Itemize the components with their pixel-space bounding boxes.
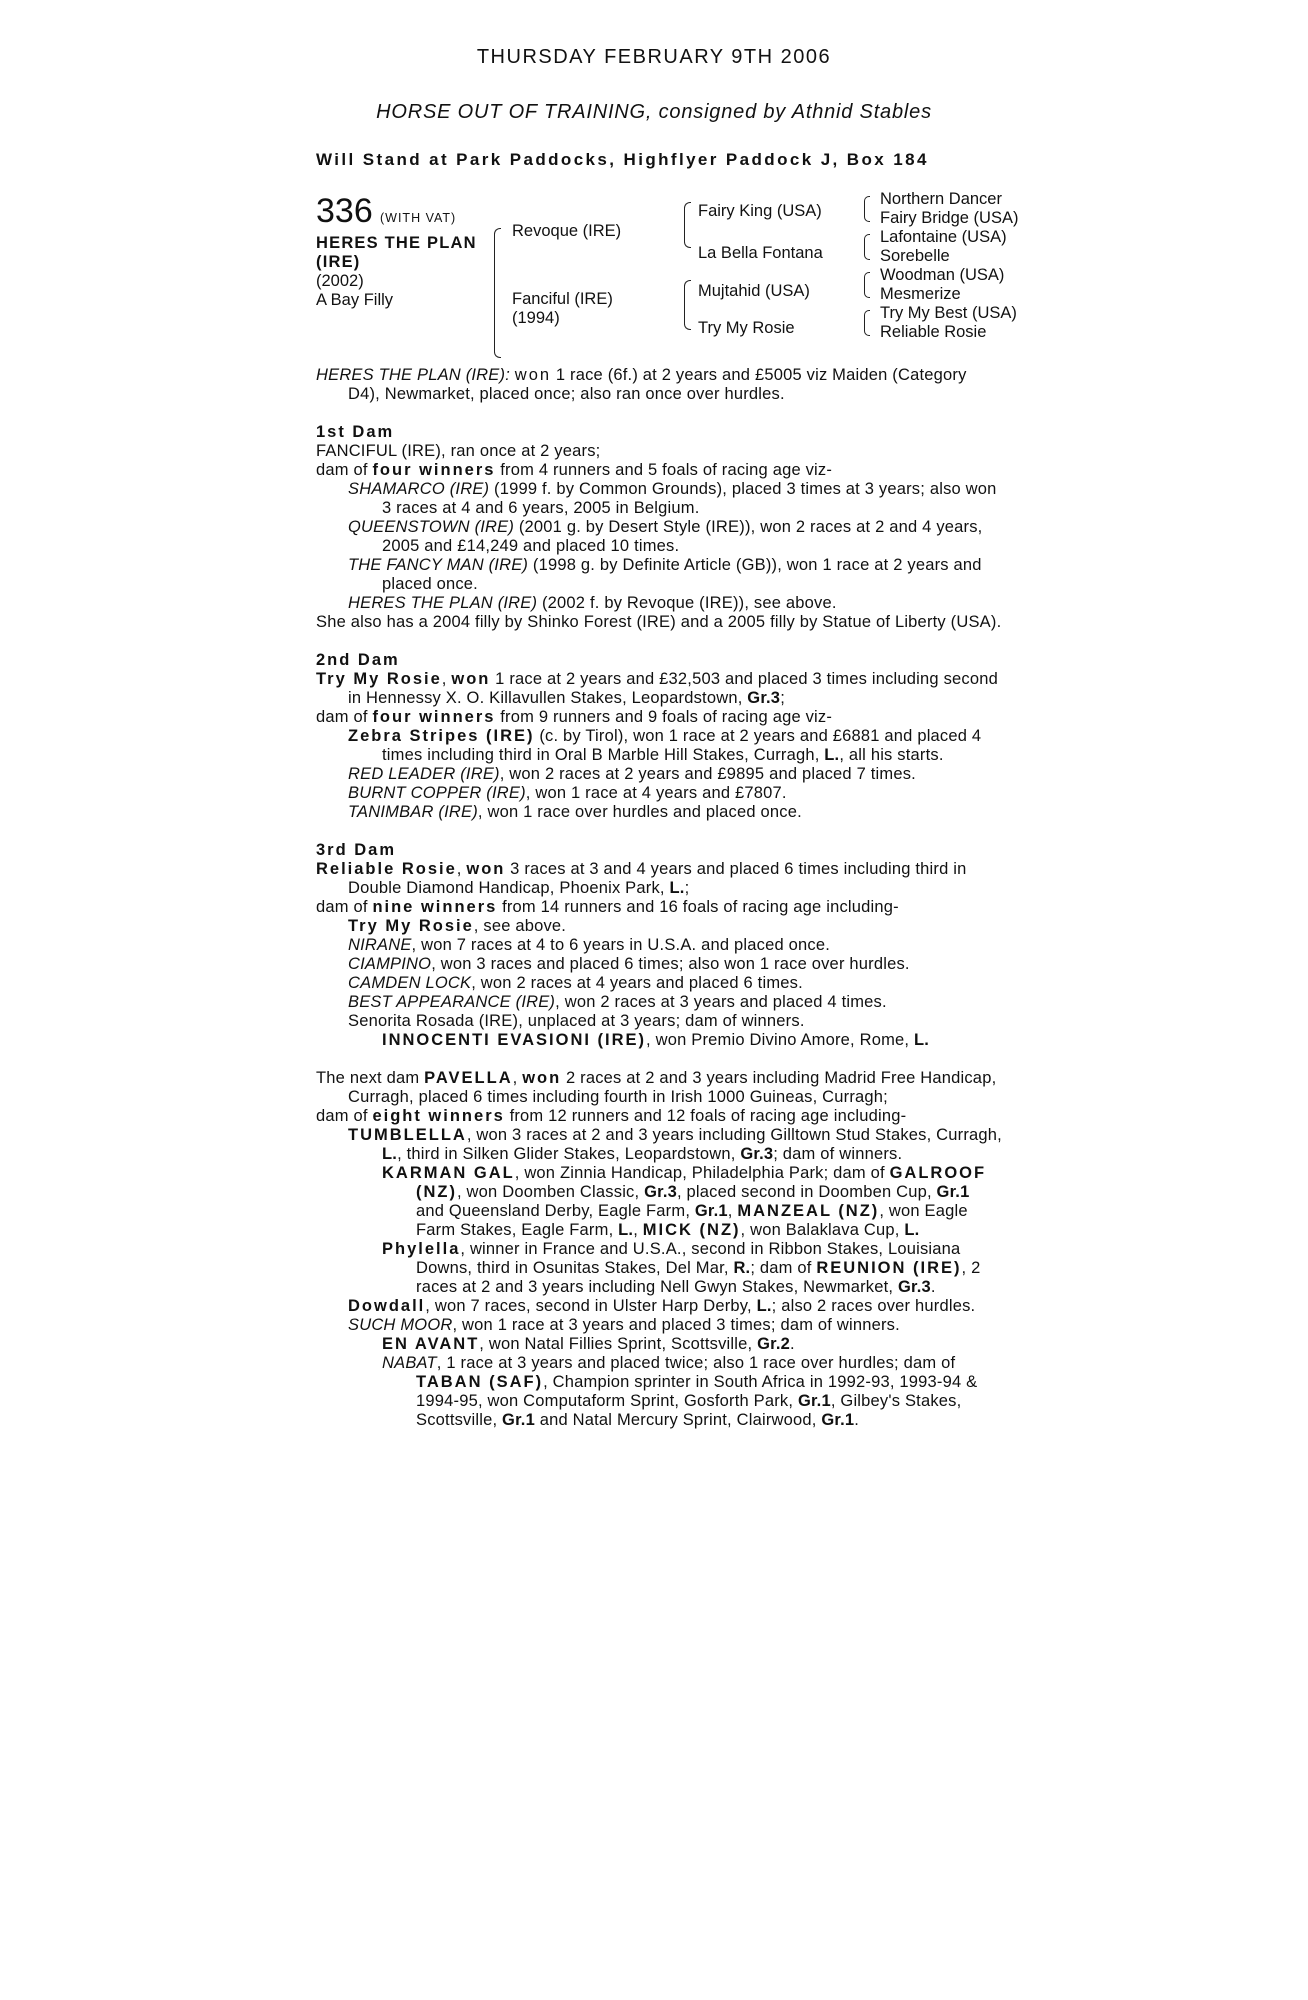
- produce-entry: EN AVANT, won Natal Fillies Sprint, Scottsville, Gr.2.: [382, 1335, 795, 1353]
- gg-dss: Woodman (USA): [880, 266, 1005, 284]
- first-dam-produce-summary: dam of four winners from 4 runners and 5 foals of racing age viz-: [316, 461, 833, 479]
- third-dam-heading: 3rd Dam: [316, 841, 397, 859]
- sire-sire: Fairy King (USA): [698, 202, 822, 220]
- second-dam-produce-summary: dam of four winners from 9 runners and 9 foals of racing age viz-: [316, 708, 833, 726]
- horse-summary: HERES THE PLAN (IRE): won 1 race (6f.) at 2 years and £5005 viz Maiden (Category D4), Newmarket, placed once; also ran once over hurdles.: [316, 366, 967, 403]
- next-dam-produce-summary: dam of eight winners from 12 runners and 12 foals of racing age including-: [316, 1107, 907, 1125]
- gg-sss: Northern Dancer: [880, 190, 1002, 208]
- gg-sdd: Sorebelle: [880, 247, 950, 265]
- brace-parents: [494, 228, 501, 358]
- produce-entry: Senorita Rosada (IRE), unplaced at 3 years; dam of winners.: [348, 1012, 805, 1030]
- produce-entry: Try My Rosie, see above.: [348, 917, 567, 935]
- dam-year: (1994): [512, 309, 560, 327]
- gg-ssd: Fairy Bridge (USA): [880, 209, 1019, 227]
- brace-gg1: [864, 196, 870, 222]
- stand-location: Will Stand at Park Paddocks, Highflyer Paddock J, Box 184: [316, 150, 929, 169]
- produce-entry: KARMAN GAL, won Zinnia Handicap, Philadelphia Park; dam of GALROOF (NZ), won Doomben Classic, Gr.3, placed second in Doomben Cup, Gr.1 and Queensland Derby, Eagle Farm, Gr.1, MANZEAL (NZ), won Eagle Farm Stakes, Eagle Farm, L., MICK (NZ), won Balaklava Cup, L.: [382, 1164, 987, 1239]
- produce-entry: CIAMPINO, won 3 races and placed 6 times; also won 1 race over hurdles.: [348, 955, 910, 973]
- lot-number: 336: [316, 192, 373, 230]
- dam-name: Fanciful (IRE): [512, 290, 613, 308]
- brace-gg2: [864, 234, 870, 260]
- brace-gg4: [864, 310, 870, 336]
- sire: Revoque (IRE): [512, 222, 622, 240]
- produce-entry: RED LEADER (IRE), won 2 races at 2 years and £9895 and placed 7 times.: [348, 765, 916, 783]
- horse-info: (2002) A Bay Filly: [316, 272, 394, 309]
- vat-note: (WITH VAT): [380, 211, 457, 225]
- produce-entry: SHAMARCO (IRE) (1999 f. by Common Grounds), placed 3 times at 3 years; also won 3 races at 4 and 6 years, 2005 in Belgium.: [348, 480, 997, 517]
- brace-dam-parents: [684, 280, 691, 330]
- horse-name: HERES THE PLAN (IRE): [316, 234, 477, 271]
- produce-entry: TANIMBAR (IRE), won 1 race over hurdles and placed once.: [348, 803, 802, 821]
- brace-sire-parents: [684, 202, 691, 248]
- dam-sire: Mujtahid (USA): [698, 282, 810, 300]
- gg-ddd: Reliable Rosie: [880, 323, 987, 341]
- first-dam-line: FANCIFUL (IRE), ran once at 2 years;: [316, 442, 601, 460]
- first-dam-heading: 1st Dam: [316, 423, 395, 441]
- catalogue-text: [316, 366, 1002, 1430]
- produce-entry: INNOCENTI EVASIONI (IRE), won Premio Divino Amore, Rome, L.: [382, 1031, 930, 1049]
- next-dam-line: The next dam PAVELLA, won 2 races at 2 and 3 years including Madrid Free Handicap, Curragh, placed 6 times including fourth in Irish 1000 Guineas, Curragh;: [316, 1069, 997, 1106]
- gg-dsd: Mesmerize: [880, 285, 961, 303]
- produce-entry: NABAT, 1 race at 3 years and placed twice; also 1 race over hurdles; dam of TABAN (SAF), Champion sprinter in South Africa in 1992-93, 1993-94 & 1994-95, won Computaform Sprint, Gosforth Park, Gr.1, Gilbey's Stakes, Scottsville, Gr.1 and Natal Mercury Sprint, Clairwood, Gr.1.: [382, 1354, 978, 1429]
- sire-dam: La Bella Fontana: [698, 244, 823, 262]
- consignor-line: HORSE OUT OF TRAINING, consigned by Athnid Stables: [376, 101, 932, 123]
- produce-entry: CAMDEN LOCK, won 2 races at 4 years and placed 6 times.: [348, 974, 803, 992]
- sale-date: THURSDAY FEBRUARY 9TH 2006: [476, 46, 832, 68]
- third-dam-line: Reliable Rosie, won 3 races at 3 and 4 years and placed 6 times including third in Double Diamond Handicap, Phoenix Park, L.;: [316, 860, 967, 897]
- gg-sds: Lafontaine (USA): [880, 228, 1007, 246]
- produce-entry: TUMBLELLA, won 3 races at 2 and 3 years including Gilltown Stud Stakes, Curragh, L., third in Silken Glider Stakes, Leopardstown, Gr.3; dam of winners.: [348, 1126, 1002, 1163]
- gg-dds: Try My Best (USA): [880, 304, 1017, 322]
- dam-dam: Try My Rosie: [698, 319, 795, 337]
- pedigree-block: [316, 190, 1036, 360]
- produce-entry: Zebra Stripes (IRE) (c. by Tirol), won 1 race at 2 years and £6881 and placed 4 times including third in Oral B Marble Hill Stakes, Curragh, L., all his starts.: [348, 727, 982, 764]
- brace-gg3: [864, 272, 870, 298]
- produce-entry: Phylella, winner in France and U.S.A., second in Ribbon Stakes, Louisiana Downs, third in Osunitas Stakes, Del Mar, R.; dam of REUNION (IRE), 2 races at 2 and 3 years including Nell Gwyn Stakes, Newmarket, Gr.3.: [382, 1240, 981, 1296]
- produce-entry: Dowdall, won 7 races, second in Ulster Harp Derby, L.; also 2 races over hurdles.: [348, 1297, 976, 1315]
- third-dam-produce-summary: dam of nine winners from 14 runners and 16 foals of racing age including-: [316, 898, 899, 916]
- first-dam-also: She also has a 2004 filly by Shinko Forest (IRE) and a 2005 filly by Statue of Liberty (USA).: [316, 613, 1002, 631]
- second-dam-line: Try My Rosie, won 1 race at 2 years and £32,503 and placed 3 times including second in Hennessy X. O. Killavullen Stakes, Leopardstown, Gr.3;: [316, 670, 998, 707]
- produce-entry: BURNT COPPER (IRE), won 1 race at 4 years and £7807.: [348, 784, 787, 802]
- produce-entry: QUEENSTOWN (IRE) (2001 g. by Desert Style (IRE)), won 2 races at 2 and 4 years, 2005 and £14,249 and placed 10 times.: [348, 518, 983, 555]
- produce-entry: HERES THE PLAN (IRE) (2002 f. by Revoque (IRE)), see above.: [348, 594, 837, 612]
- produce-entry: THE FANCY MAN (IRE) (1998 g. by Definite Article (GB)), won 1 race at 2 years and placed once.: [348, 556, 982, 593]
- produce-entry: BEST APPEARANCE (IRE), won 2 races at 3 years and placed 4 times.: [348, 993, 887, 1011]
- produce-entry: SUCH MOOR, won 1 race at 3 years and placed 3 times; dam of winners.: [348, 1316, 900, 1334]
- second-dam-heading: 2nd Dam: [316, 651, 400, 669]
- produce-entry: NIRANE, won 7 races at 4 to 6 years in U.S.A. and placed once.: [348, 936, 830, 954]
